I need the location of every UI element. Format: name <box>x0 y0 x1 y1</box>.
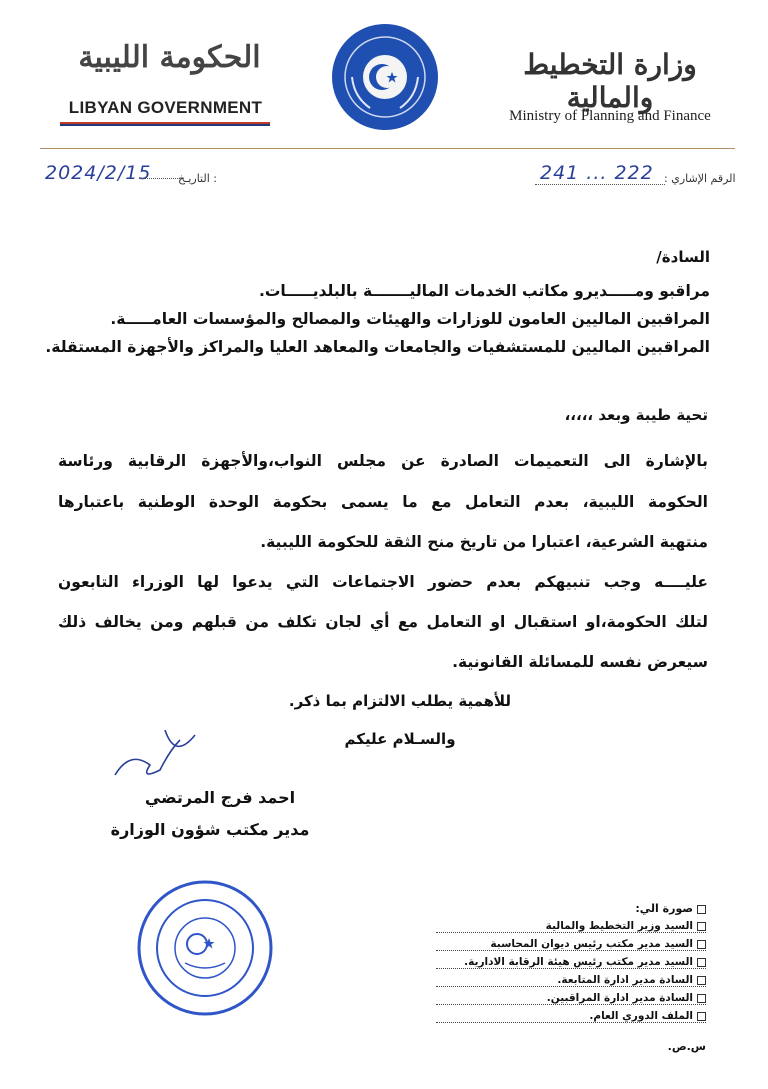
greeting: تحية طيبة وبعد ،،،،، <box>564 406 708 424</box>
cc-item-text: السيد مدير مكتب رئيس ديوان المحاسبة <box>490 938 693 950</box>
checkbox-icon <box>697 940 706 949</box>
checkbox-icon <box>697 905 706 914</box>
checkbox-icon <box>697 1012 706 1021</box>
ministry-seal-icon <box>330 22 440 132</box>
libyan-government-logo-arabic: الحكومة الليبية <box>78 40 261 75</box>
paragraph-line: الحكومة الليبية، بعدم التعامل مع ما يسمى بحكومة الوحدة الوطنية باعتبارها <box>58 493 708 511</box>
cc-item <box>436 974 706 987</box>
cc-item-text: السادة مدير ادارة المراقبين. <box>546 992 693 1004</box>
paragraph-line: بالإشارة الى التعميمات الصادرة عن مجلس النواب،والأجهزة الرقابية ورئاسة <box>58 452 708 470</box>
blue-bar-stripe <box>60 124 270 126</box>
paragraph-line: منتهية الشرعية، اعتبارا من تاريخ منح الثقة للحكومة الليبية. <box>260 533 708 551</box>
reference-number-label: الرقم الإشاري : <box>664 172 736 185</box>
checkbox-icon <box>697 976 706 985</box>
signatory-title: مدير مكتب شؤون الوزارة <box>110 820 310 839</box>
cc-item-text: السادة مدير ادارة المتابعة. <box>557 974 693 986</box>
date-value: 2024/2/15 <box>45 162 152 184</box>
cc-item <box>436 1010 706 1023</box>
date-dotted-line <box>140 178 180 179</box>
cc-item <box>436 920 706 933</box>
salutation: السادة/ <box>656 248 710 266</box>
closing: والسـلام عليكم <box>344 730 456 748</box>
cc-item-text: السيد وزير التخطيط والمالية <box>545 920 693 932</box>
reference-dotted-line <box>535 184 665 185</box>
logo-color-bar <box>60 122 270 126</box>
ministry-stamp-icon <box>135 878 275 1018</box>
cc-item-text: السيد مدير مكتب رئيس هيئة الرقابة الادارية. <box>464 956 693 968</box>
cc-item <box>436 956 706 969</box>
checkbox-icon <box>697 994 706 1003</box>
checkbox-icon <box>697 922 706 931</box>
ministry-logo-arabic: وزارة التخطيط والمالية <box>523 48 697 114</box>
handwritten-signature-icon <box>110 720 200 790</box>
cc-title-text: صورة الي: <box>635 902 693 915</box>
cc-item <box>436 938 706 951</box>
checkbox-icon <box>697 958 706 967</box>
cc-item <box>436 992 706 1005</box>
date-label: : التاريـخ <box>178 172 217 185</box>
addressee-line: المراقبين الماليين للمستشفيات والجامعات والمعاهد العليا والمراكز والأجهزة المستقلة. <box>45 338 710 356</box>
importance-note: للأهمية يطلب الالتزام بما ذكر. <box>288 692 512 710</box>
header-divider <box>40 148 735 149</box>
addressee-line: المراقبين الماليين العامون للوزارات والهيئات والمصالح والمؤسسات العامـــــة. <box>110 310 710 328</box>
cc-title <box>635 902 706 915</box>
signatory-name: احمد فرج المرتضي <box>144 788 296 807</box>
libyan-government-logo-english: LIBYAN GOVERNMENT <box>68 98 263 117</box>
cc-item-text: الملف الدوري العام. <box>589 1010 693 1022</box>
paragraph-line: سيعرض نفسه للمسائلة القانونية. <box>452 653 708 671</box>
addressee-line: مراقبو ومـــــديرو مكاتب الخدمات الماليـــــــة بالبلديـــــات. <box>258 282 710 300</box>
paragraph-line: عليــــه وجب تنبيهكم بعدم حضور الاجتماعات التي يدعوا لها الوزراء التابعون <box>58 573 708 591</box>
paragraph-line: لتلك الحكومة،او استقبال او التعامل مع أي لجان تكلف من قبلهم ومن يخالف ذلك <box>58 613 708 631</box>
ministry-logo-english: Ministry of Planning and Finance <box>509 108 711 124</box>
cc-footer: س.ص. <box>667 1040 706 1053</box>
reference-number-value: 241 ... 222 <box>540 162 654 184</box>
